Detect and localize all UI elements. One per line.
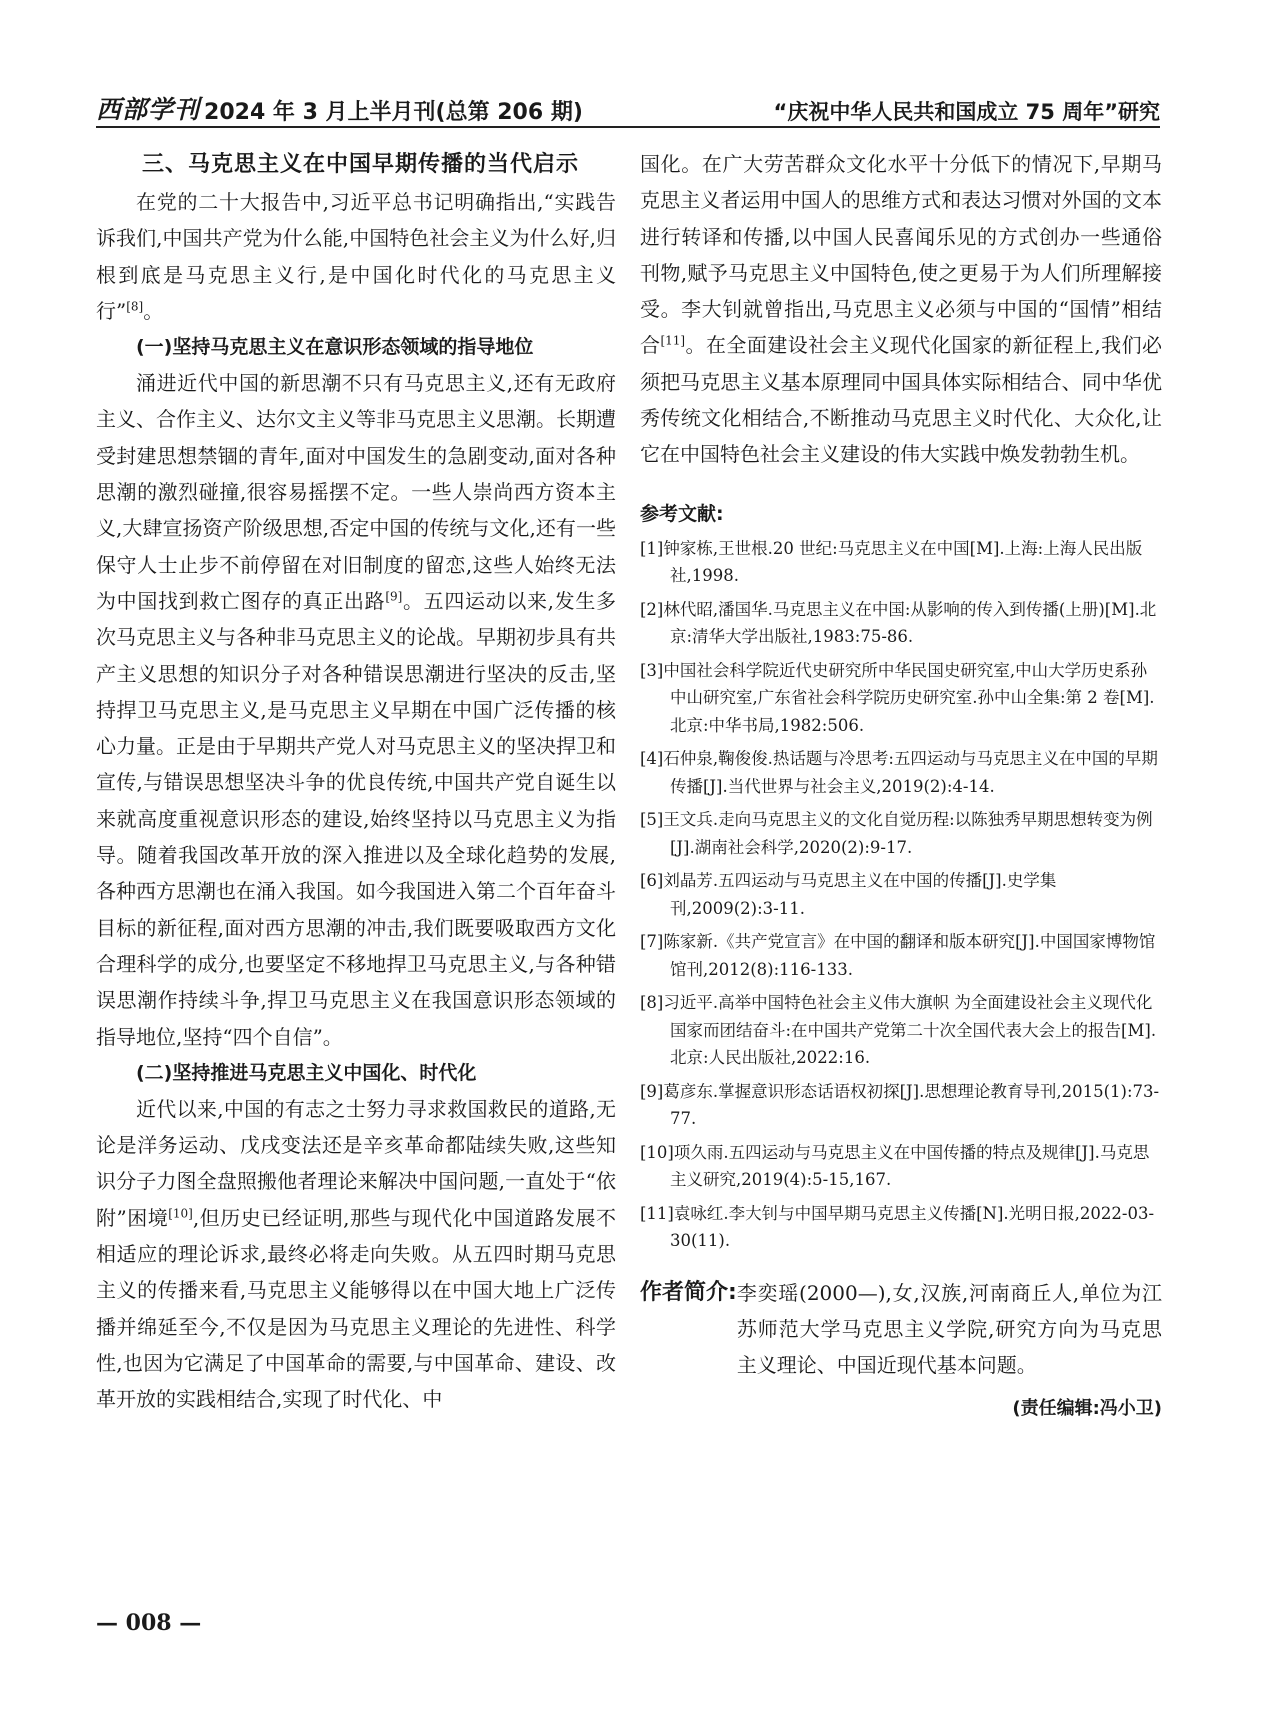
reference-item: [6]刘晶芳.五四运动与马克思主义在中国的传播[J].史学集刊,2009(2):3-11. xyxy=(640,871,1057,918)
paragraph-text: 。五四运动以来,发生多次马克思主义与各种非马克思主义的论战。早期初步具有共产主义思想的知识分子对各种错误思潮进行坚决的反击,坚持捍卫马克思主义,是马克思主义早期在中国广泛传播的核心力量。正是由于早期共产党人对马克思主义的坚决捍卫和宣传,与错误思想坚决斗争的优良传统,中国共产党自诞生以来就高度重视意识形态的建设,始终坚持以马克思主义为指导。随着我国改革开放的深入推进以及全球化趋势的发展,各种西方思潮也在涌入我国。如今我国进入第二个百年奋斗目标的新征程,面对西方思潮的冲击,我们既要吸取西方文化合理科学的成分,也要坚定不移地捍卫马克思主义,与各种错误思潮作持续斗争,捍卫马克思主义在我国意识形态领域的指导地位,坚持“四个自信”。 xyxy=(96,588,617,1049)
issue-info: 2024 年 3 月上半月刊(总第 206 期) xyxy=(204,100,583,125)
right-column xyxy=(640,146,1162,1427)
reference-item: [3]中国社会科学院近代史研究所中华民国史研究室,中山大学历史系孙中山研究室,广东省社会科学院历史研究室.孙中山全集:第 2 卷[M].北京:中华书局,1982:506. xyxy=(640,660,1155,735)
reference-item: [4]石仲泉,鞠俊俊.热话题与冷思考:五四运动与马克思主义在中国的早期传播[J].当代世界与社会主义,2019(2):4-14. xyxy=(640,749,1158,796)
page-number: — 008 — xyxy=(96,1610,202,1636)
citation-ref: [11] xyxy=(660,333,686,348)
journal-logo: 西部学刊 xyxy=(96,95,201,124)
paragraph xyxy=(96,1091,616,1418)
paragraph xyxy=(640,146,1162,473)
citation-ref: [10] xyxy=(168,1206,193,1221)
reference-item: [7]陈家新.《共产党宣言》在中国的翻译和版本研究[J].中国国家博物馆馆刊,2012(8):116-133. xyxy=(640,932,1156,979)
reference-item: [9]葛彦东.掌握意识形态话语权初探[J].思想理论教育导刊,2015(1):73-77. xyxy=(640,1081,1160,1129)
citation-ref: [8] xyxy=(126,299,144,314)
paragraph-text: 涌进近代中国的新思潮不只有马克思主义,还有无政府主义、合作主义、达尔文主义等非马克思主义思潮。长期遭受封建思想禁锢的青年,面对中国发生的急剧变动,面对各种思潮的激烈碰撞,很容易摇摆不定。一些人崇尚西方资本主义,大肆宣扬资产阶级思想,否定中国的传统与文化,还有一些保守人士止步不前停留在对旧制度的留恋,这些人始终无法为中国找到救亡图存的真正出路 xyxy=(96,371,616,613)
section-title: 三、马克思主义在中国早期传播的当代启示 xyxy=(142,152,580,177)
paragraph-text: 。在全面建设社会主义现代化国家的新征程上,我们必须把马克思主义基本原理同中国具体实际相结合、同中华优秀传统文化相结合,不断推动马克思主义时代化、大众化,让它在中国特色社会主义建设的伟大实践中焕发勃勃生机。 xyxy=(640,333,1163,467)
subsection-title: (一)坚持马克思主义在意识形态领域的指导地位 xyxy=(136,336,534,359)
citation-ref: [9] xyxy=(385,589,403,604)
author-bio xyxy=(640,1275,1162,1383)
editor-credit: (责任编辑:冯小卫) xyxy=(1012,1397,1162,1419)
paragraph-text: ,但历史已经证明,那些与现代化中国道路发展不相适应的理论诉求,最终必将走向失败。从五四时期马克思主义的传播来看,马克思主义能够得以在中国大地上广泛传播并绵延至今,不仅是因为马克思主义理论的先进性、科学性,也因为它满足了中国革命的需要,与中国革命、建设、改革开放的实践相结合,实现了时代化、中 xyxy=(96,1205,616,1412)
reference-item: [10]项久雨.五四运动与马克思主义在中国传播的特点及规律[J].马克思主义研究,2019(4):5-15,167. xyxy=(640,1142,1150,1190)
reference-item: [8]习近平.高举中国特色社会主义伟大旗帜 为全面建设社会主义现代化国家而团结奋斗:在中国共产党第二十次全国代表大会上的报告[M].北京:人民出版社,2022:16. xyxy=(640,993,1157,1068)
paragraph xyxy=(96,365,616,1055)
references-title: 参考文献: xyxy=(640,502,724,525)
subsection-title: (二)坚持推进马克思主义中国化、时代化 xyxy=(136,1061,477,1084)
paragraph-text: 近代以来,中国的有志之士努力寻求救国救民的道路,无论是洋务运动、戊戌变法还是辛亥革命都陆续失败,这些知识分子力图全盘照搬他者理论来解决中国问题,一直处于“依附”困境 xyxy=(96,1096,616,1230)
paragraph-text: 国化。在广大劳苦群众文化水平十分低下的情况下,早期马克思主义者运用中国人的思维方式和表达习惯对外国的文本进行转译和传播,以中国人民喜闻乐见的方式创办一些通俗刊物,赋予马克思主义中国特色,使之更易于为人们所理解接受。李大钊就曾指出,马克思主义必须与中国的“国情”相结合 xyxy=(640,152,1162,358)
running-header xyxy=(96,86,1160,128)
paragraph xyxy=(96,184,616,329)
column-title: “庆祝中华人民共和国成立 75 周年”研究 xyxy=(773,100,1160,124)
author-bio-label: 作者简介: xyxy=(640,1279,737,1305)
left-column xyxy=(96,146,616,1418)
reference-list xyxy=(640,535,1162,1255)
reference-item: [5]王文兵.走向马克思主义的文化自觉历程:以陈独秀早期思想转变为例[J].湖南社会科学,2020(2):9-17. xyxy=(640,810,1153,857)
reference-item: [1]钟家栋,王世根.20 世纪:马克思主义在中国[M].上海:上海人民出版社,1998. xyxy=(640,538,1143,586)
paragraph-text: 。 xyxy=(143,298,164,323)
paragraph-text: 在党的二十大报告中,习近平总书记明确指出,“实践告诉我们,中国共产党为什么能,中国特色社会主义为什么好,归根到底是马克思主义行,是中国化时代化的马克思主义行” xyxy=(96,190,616,323)
reference-item: [2]林代昭,潘国华.马克思主义在中国:从影响的传入到传播(上册)[M].北京:清华大学出版社,1983:75-86. xyxy=(640,599,1157,647)
header-left xyxy=(96,90,583,126)
reference-item: [11]袁咏红.李大钊与中国早期马克思主义传播[N].光明日报,2022-03-30(11). xyxy=(640,1203,1155,1251)
author-bio-text: 李奕瑶(2000—),女,汉族,河南商丘人,单位为江苏师范大学马克思主义学院,研究方向为马克思主义理论、中国近现代基本问题。 xyxy=(736,1280,1162,1377)
